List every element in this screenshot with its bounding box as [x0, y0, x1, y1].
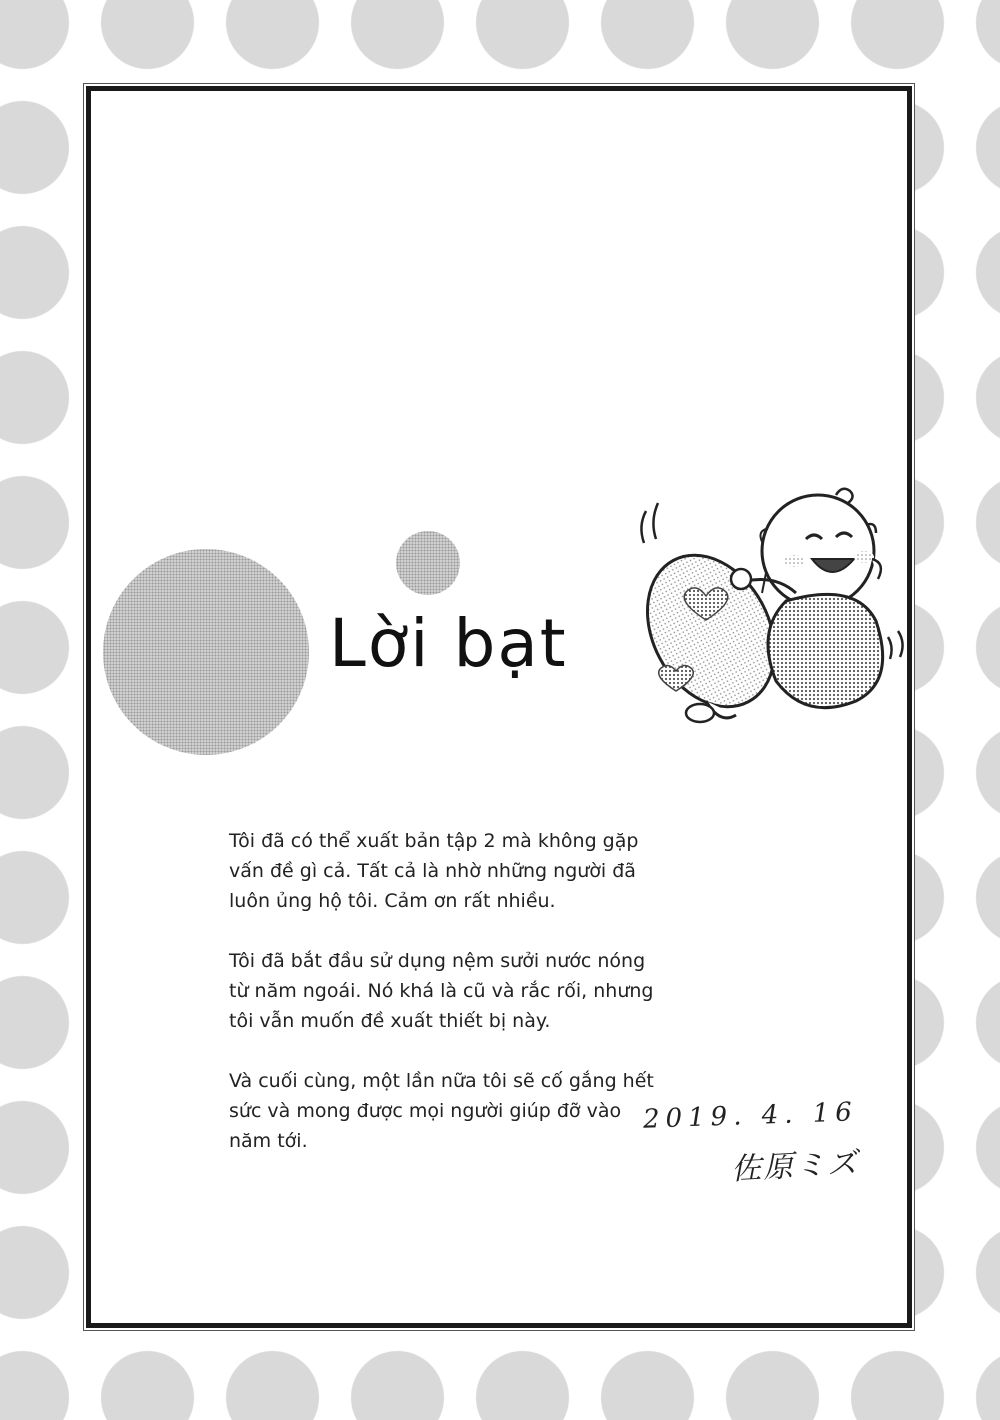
page-frame [86, 86, 912, 1328]
decorative-dotted-circle-small [396, 531, 460, 595]
author-signature: 佐原ミズ [730, 1145, 861, 1188]
paragraph-3: Và cuối cùng, một lần nữa tôi sẽ cố gắng hết sức và mong được mọi người giúp đỡ vào năm tới. [229, 1070, 654, 1152]
paragraph-2: Tôi đã bắt đầu sử dụng nệm sưởi nước nóng từ năm ngoái. Nó khá là cũ và rắc rối, nhưng tôi vẫn muốn đề xuất thiết bị này. [229, 950, 654, 1032]
afterword-body [229, 826, 669, 1186]
mascot-illustration-icon [636, 481, 912, 741]
page-title: Lời bạt [329, 605, 568, 682]
decorative-dotted-circle-large [103, 549, 309, 755]
paragraph-1: Tôi đã có thể xuất bản tập 2 mà không gặp vấn đề gì cả. Tất cả là nhờ những người đã luôn ủng hộ tôi. Cảm ơn rất nhiều. [229, 830, 639, 912]
handwritten-date: 2019. 4. 16 [642, 1097, 859, 1135]
